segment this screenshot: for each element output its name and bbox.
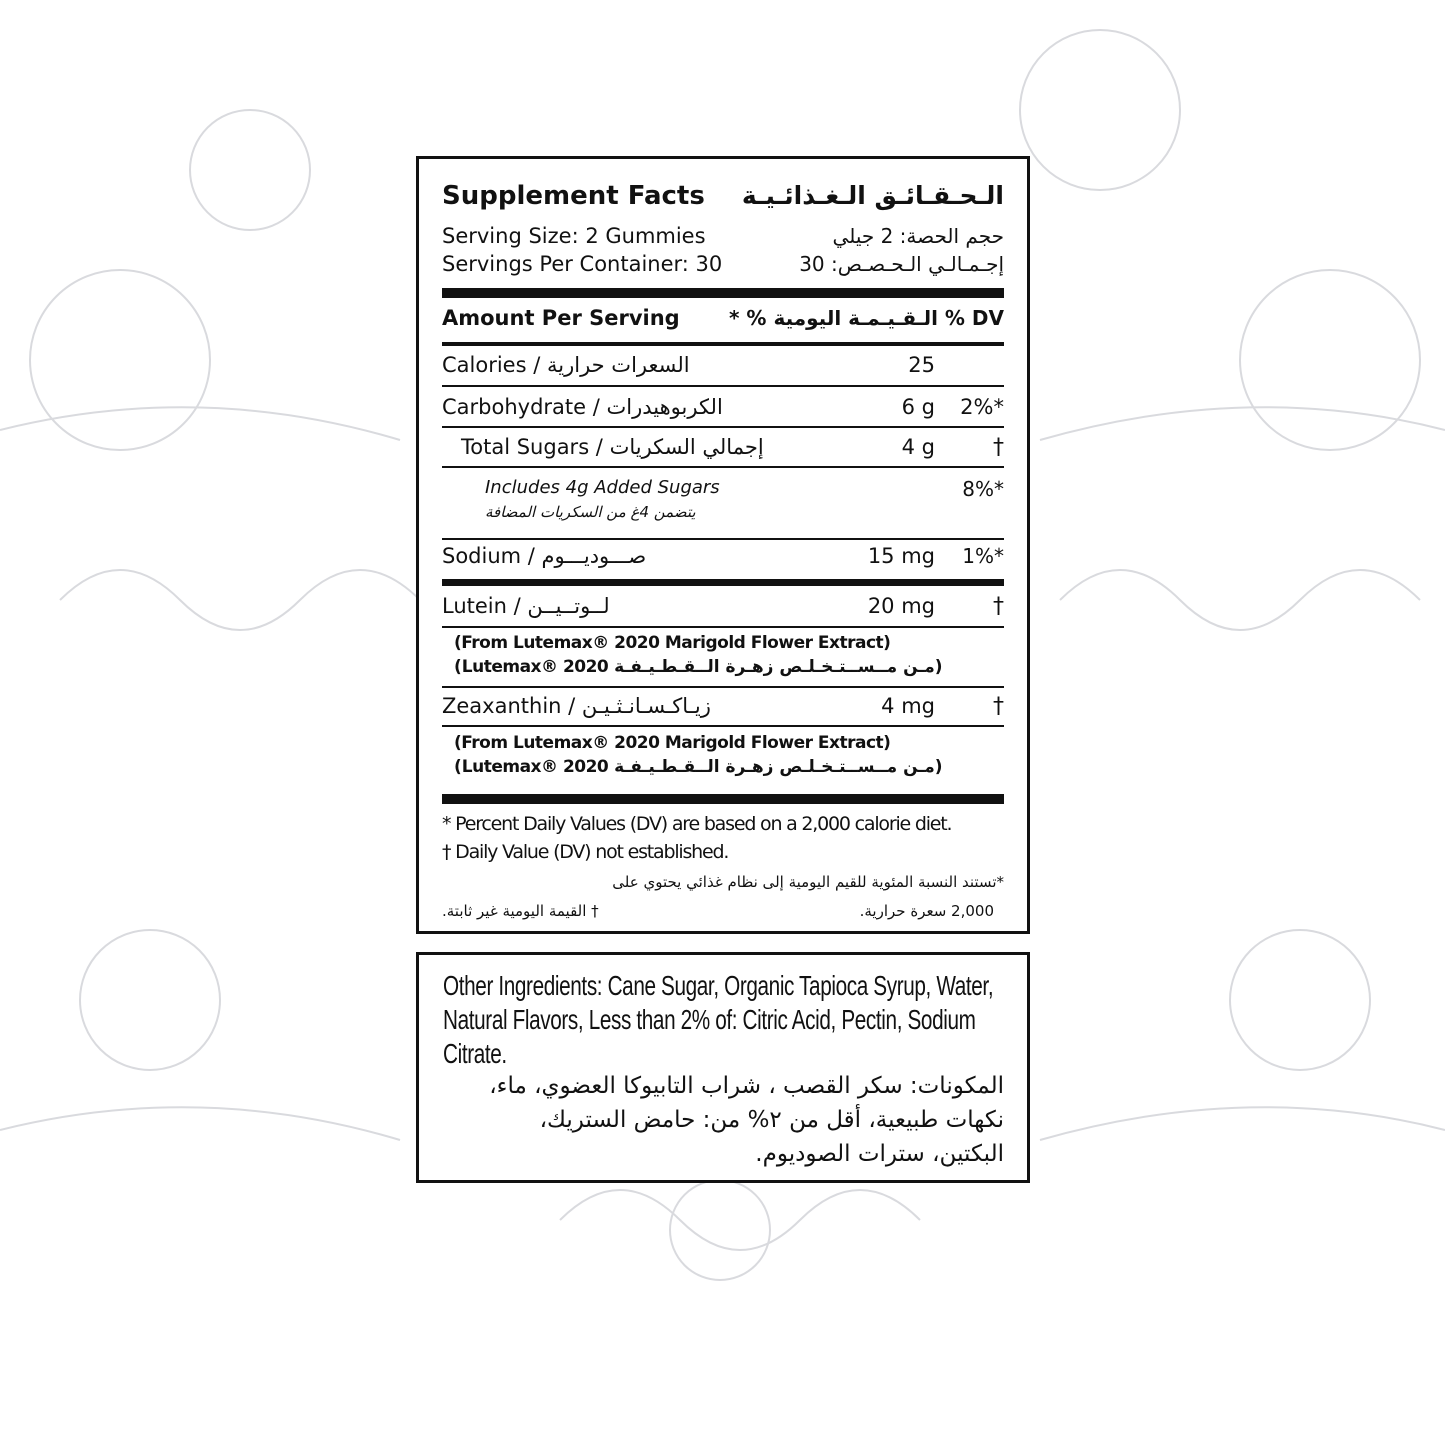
nutrient-name-sodium: Sodium / صـــوديـــوم bbox=[442, 544, 647, 568]
nutrient-amount-calories: 25 bbox=[908, 353, 935, 377]
nutrient-name-added-sugars-ar: يتضمن 4غ من السكريات المضافة bbox=[485, 503, 696, 521]
nutrient-name-carbohydrate: Carbohydrate / الكربوهيدرات bbox=[442, 395, 723, 419]
nutrient-dv-total-sugars: † bbox=[993, 435, 1004, 460]
ingredients-ar-line-3: البكتين، سترات الصوديوم. bbox=[755, 1141, 1004, 1167]
ingredients-ar-line-2: نكهات طبيعية، أقل من ٢% من: حامض الستريك، bbox=[539, 1107, 1004, 1133]
serving-size-ar: حجم الحصة: 2 جيلي bbox=[832, 224, 1004, 248]
divider-thick bbox=[442, 288, 1004, 298]
nutrient-dv-zeaxanthin: † bbox=[993, 694, 1004, 719]
dv-header: * % الـقـيـمـة اليومية % DV bbox=[729, 306, 1004, 330]
nutrient-name-calories: Calories / السعرات حرارية bbox=[442, 353, 690, 377]
nutrient-amount-lutein: 20 mg bbox=[867, 594, 935, 618]
footnote-not-established-en: † Daily Value (DV) not established. bbox=[442, 841, 729, 863]
nutrient-name-added-sugars: Includes 4g Added Sugars bbox=[485, 477, 720, 498]
divider bbox=[442, 626, 1004, 628]
footnote-dv-ar-2: 2,000 سعرة حرارية. bbox=[859, 902, 994, 920]
nutrient-name-total-sugars: Total Sugars / إجمالي السكريات bbox=[461, 435, 764, 459]
ingredients-en-line-2: Natural Flavors, Less than 2% of: Citric Acid, Pectin, Sodium bbox=[443, 1004, 976, 1035]
nutrient-amount-sodium: 15 mg bbox=[867, 544, 935, 568]
divider-thick bbox=[442, 794, 1004, 804]
nutrient-dv-sodium: 1%* bbox=[962, 544, 1004, 568]
nutrient-dv-carbohydrate: 2%* bbox=[960, 395, 1004, 419]
divider bbox=[442, 426, 1004, 428]
lutein-source-ar: (مـن مــســتـخـلـص زهـرة الــقـطـيـفـة Lutemax® 2020) bbox=[454, 657, 943, 677]
ingredients-en-line-3: Citrate. bbox=[443, 1038, 507, 1069]
ingredients-ar-line-1: المكونات: سكر القصب ، شراب التابيوكا العضوي، ماء، bbox=[489, 1073, 1004, 1099]
nutrient-name-lutein: Lutein / لــوتــيــن bbox=[442, 594, 610, 618]
nutrient-amount-zeaxanthin: 4 mg bbox=[881, 694, 935, 718]
footnote-dv-en: * Percent Daily Values (DV) are based on a 2,000 calorie diet. bbox=[442, 813, 952, 835]
amount-per-serving-label: Amount Per Serving bbox=[442, 306, 680, 330]
title-ar: الـحـقـائـق الـغـذائـيـة bbox=[741, 181, 1004, 210]
servings-per-container-en: Servings Per Container: 30 bbox=[442, 252, 723, 276]
nutrient-amount-carbohydrate: 6 g bbox=[901, 395, 935, 419]
divider bbox=[442, 466, 1004, 468]
title-en: Supplement Facts bbox=[442, 181, 705, 211]
divider bbox=[442, 538, 1004, 540]
nutrient-dv-added-sugars: 8%* bbox=[962, 477, 1004, 501]
nutrient-name-zeaxanthin: Zeaxanthin / زيـاكـسـانـثـيـن bbox=[442, 694, 711, 718]
divider bbox=[442, 686, 1004, 688]
divider-medium bbox=[442, 342, 1004, 346]
footnote-not-established-ar: † القيمة اليومية غير ثابتة. bbox=[442, 902, 599, 920]
footnote-dv-ar-1: *تستند النسبة المئوية للقيم اليومية إلى نظام غذائي يحتوي على bbox=[612, 873, 1004, 891]
lutein-source-en: (From Lutemax® 2020 Marigold Flower Extract) bbox=[454, 633, 891, 653]
divider-thick bbox=[442, 579, 1004, 586]
serving-size-en: Serving Size: 2 Gummies bbox=[442, 224, 706, 248]
ingredients-en-line-1: Other Ingredients: Cane Sugar, Organic Tapioca Syrup, Water, bbox=[443, 970, 994, 1001]
zeaxanthin-source-en: (From Lutemax® 2020 Marigold Flower Extract) bbox=[454, 733, 891, 753]
servings-per-container-ar: إجـمـالـي الـحـصـص: 30 bbox=[799, 252, 1004, 276]
supplement-facts-panel bbox=[416, 156, 1030, 934]
zeaxanthin-source-ar: (مـن مــســتـخـلـص زهـرة الــقـطـيـفـة Lutemax® 2020) bbox=[454, 757, 943, 777]
nutrient-amount-total-sugars: 4 g bbox=[901, 435, 935, 459]
divider bbox=[442, 385, 1004, 387]
nutrient-dv-lutein: † bbox=[993, 594, 1004, 619]
divider bbox=[442, 725, 1004, 727]
ingredients-panel bbox=[416, 952, 1030, 1183]
